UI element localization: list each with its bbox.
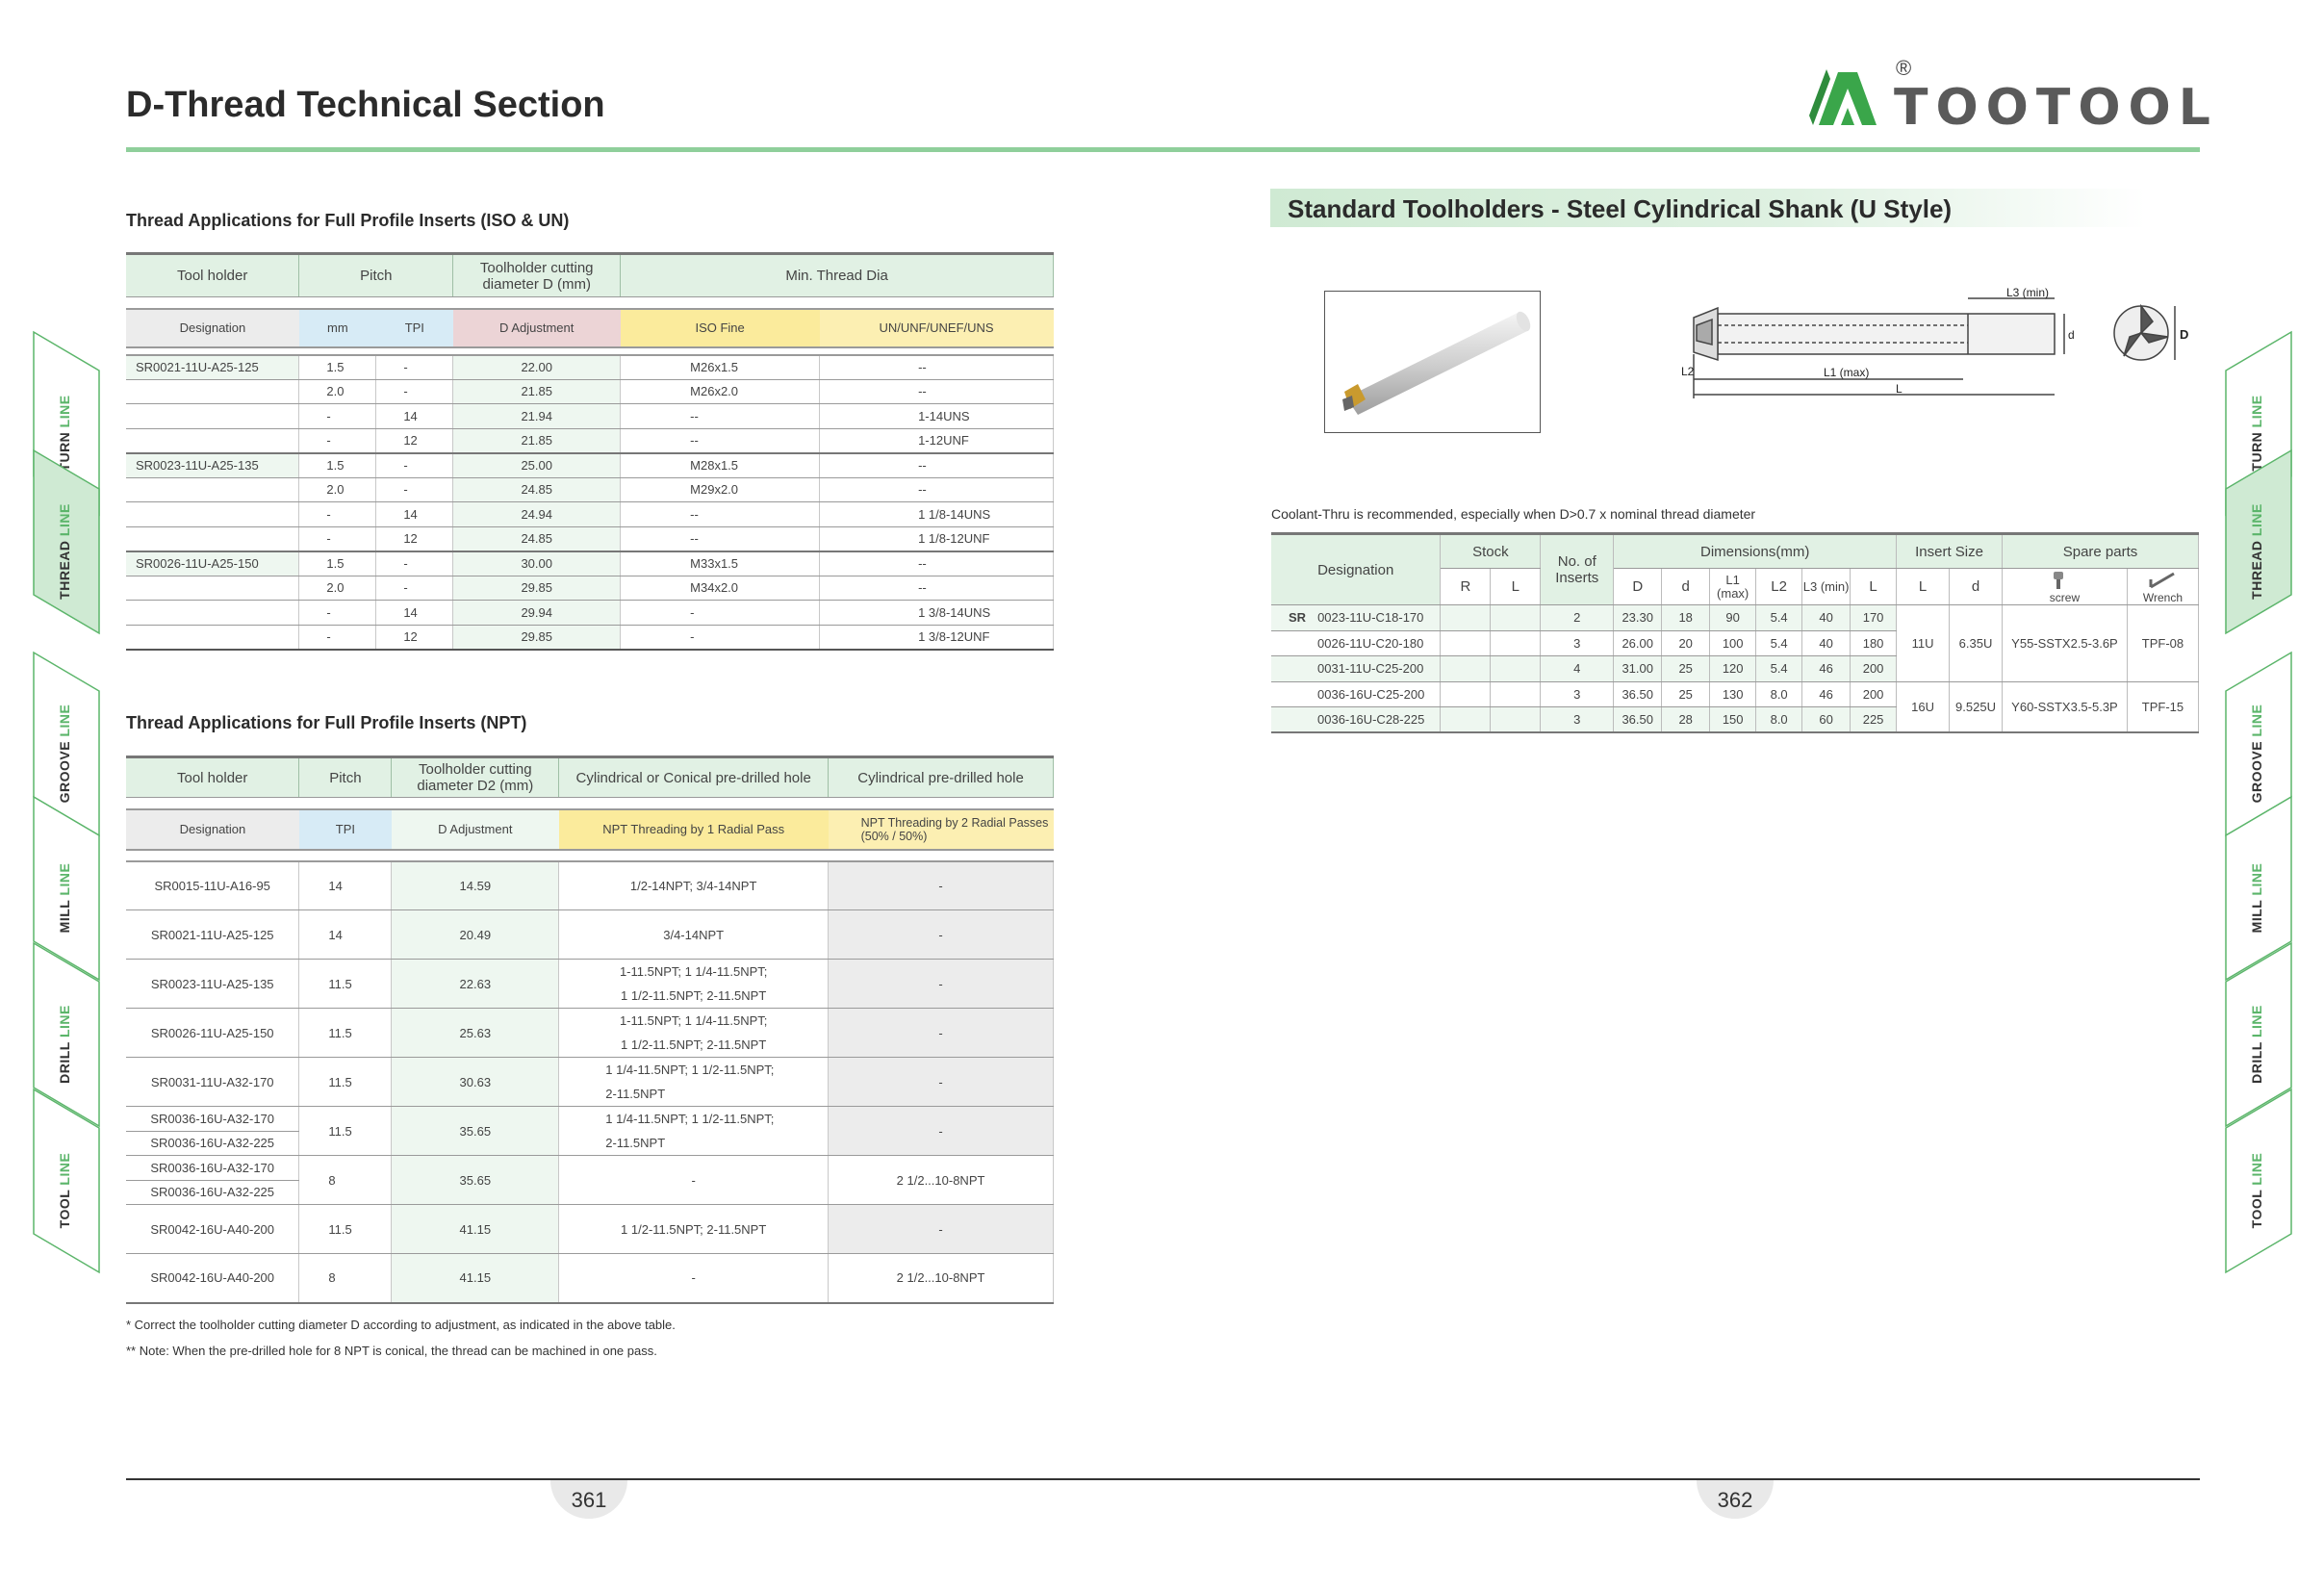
table-row: SR0023-11U-A25-135 11.5 22.63 1-11.5NPT; 1 1/4-11.5NPT; 1 1/2-11.5NPT; 2-11.5NPT - xyxy=(126,960,1054,1009)
toolholder-table: Designation Stock No. of Inserts Dimensions(mm) Insert Size Spare parts R L D d L1 (max) L2 L3 (min) L L d screw Wrench SR 0023-11U-C18-170 2 23.30 18 90 5.4 40 170 11U 6.35U Y55-SSTX2.5-3.6P TPF-08 0026-11U-C20-180 3 26.00 20 100 5.4 40 180 0031-11U-C25-200 4 31.00 25 120 5.4 46 200 0036-16U-C25-200 3 36.50 25 130 8.0 46 200 16U 9.525U Y60-SSTX3.5-5.3P TPF-15 0036-16U-C28-225 3 36.50 28 150 8.0 60 225 xyxy=(1271,532,2199,733)
col-cutting-diameter: Toolholder cutting diameter D (mm) xyxy=(453,254,621,297)
col-tpi: TPI xyxy=(299,809,392,850)
side-tab-drill[interactable]: DRILL LINE xyxy=(34,943,99,1088)
table-row: - 14 29.94 - 1 3/8-14UNS xyxy=(126,601,1054,626)
label-l3: L3 (min) xyxy=(2006,286,2050,299)
table-row: - 12 29.85 - 1 3/8-12UNF xyxy=(126,625,1054,650)
table-row: - 14 24.94 -- 1 1/8-14UNS xyxy=(126,502,1054,527)
coolant-note: Coolant-Thru is recommended, especially when D>0.7 x nominal thread diameter xyxy=(1271,506,1756,522)
footnote-1: * Correct the toolholder cutting diameter D according to adjustment, as indicated in the above table. xyxy=(126,1318,676,1332)
col-tool-holder: Tool holder xyxy=(126,254,299,297)
col-1-radial-pass: NPT Threading by 1 Radial Pass xyxy=(559,809,829,850)
label-l: L xyxy=(1896,382,1903,396)
col-cyl-conical: Cylindrical or Conical pre-drilled hole xyxy=(559,757,829,798)
col-designation: Designation xyxy=(126,809,299,850)
tootool-logo xyxy=(1809,56,2218,137)
col-cylindrical: Cylindrical pre-drilled hole xyxy=(829,757,1054,798)
col-d-adjustment: D Adjustment xyxy=(392,809,559,850)
table-row: SR0042-16U-A40-200 8 41.15 - 2 1/2...10-8NPT xyxy=(126,1254,1054,1303)
side-tab-tool[interactable]: TOOL LINE xyxy=(34,1089,99,1234)
label-l1: L1 (max) xyxy=(1824,366,1870,379)
screw-icon xyxy=(2050,570,2079,591)
table1-heading: Thread Applications for Full Profile Inserts (ISO & UN) xyxy=(126,211,570,230)
table-row: - 12 21.85 -- 1-12UNF xyxy=(126,428,1054,453)
side-tab-thread[interactable]: THREAD LINE xyxy=(34,450,99,595)
col-cutting-diameter-d2: Toolholder cutting diameter D2 (mm) xyxy=(392,757,559,798)
table-row: 0036-16U-C28-225 3 36.50 28 150 8.0 60 225 xyxy=(1271,707,2199,733)
side-tab-thread[interactable]: THREAD LINE xyxy=(2226,450,2291,595)
col-stock: Stock xyxy=(1441,534,1541,569)
table-row: SR0023-11U-A25-135 1.5 - 25.00 M28x1.5 -- xyxy=(126,453,1054,478)
side-tab-groove[interactable]: GROOVE LINE xyxy=(2226,653,2291,797)
page-number-left: 361 xyxy=(550,1480,627,1519)
col-dimensions: Dimensions(mm) xyxy=(1614,534,1897,569)
col-2-radial-passes: NPT Threading by 2 Radial Passes (50% / 50%) xyxy=(829,809,1054,850)
table-row: SR0026-11U-A25-150 1.5 - 30.00 M33x1.5 -- xyxy=(126,551,1054,576)
table-row: 2.0 - 29.85 M34x2.0 -- xyxy=(126,576,1054,601)
col-d-adjustment: D Adjustment xyxy=(453,309,621,347)
col-pitch: Pitch xyxy=(299,254,453,297)
table-row: SR0036-16U-A32-170 11.5 35.65 1 1/4-11.5NPT; 1 1/2-11.5NPT; 2-11.5NPT - xyxy=(126,1107,1054,1132)
col-designation: Designation xyxy=(126,309,299,347)
side-tab-drill[interactable]: DRILL LINE xyxy=(2226,943,2291,1088)
table-row: SR0036-16U-A32-170 8 35.65 - 2 1/2...10-8NPT xyxy=(126,1156,1054,1181)
col-tpi: TPI xyxy=(376,309,453,347)
side-tab-mill[interactable]: MILL LINE xyxy=(34,797,99,941)
table-row: SR0015-11U-A16-95 14 14.59 1/2-14NPT; 3/4-14NPT - xyxy=(126,861,1054,910)
toolholder-photo xyxy=(1324,291,1541,433)
table-row: SR0021-11U-A25-125 14 20.49 3/4-14NPT - xyxy=(126,910,1054,960)
footer-rule xyxy=(126,1478,2200,1480)
col-iso-fine: ISO Fine xyxy=(621,309,820,347)
col-un: UN/UNF/UNEF/UNS xyxy=(820,309,1054,347)
header-rule xyxy=(126,147,2200,152)
col-inserts: No. of Inserts xyxy=(1541,534,1614,605)
page-title: D-Thread Technical Section xyxy=(126,85,605,125)
label-l2: L2 xyxy=(1681,365,1695,378)
section-band xyxy=(1270,189,2146,227)
section-band-title: Standard Toolholders - Steel Cylindrical Shank (U Style) xyxy=(1288,194,1953,223)
table-row: SR 0023-11U-C18-170 2 23.30 18 90 5.4 40 170 11U 6.35U Y55-SSTX2.5-3.6P TPF-08 xyxy=(1271,605,2199,631)
table-row: SR0031-11U-A32-170 11.5 30.63 1 1/4-11.5NPT; 1 1/2-11.5NPT; 2-11.5NPT - xyxy=(126,1058,1054,1107)
side-tab-tool[interactable]: TOOL LINE xyxy=(2226,1089,2291,1234)
wrench-icon xyxy=(2145,570,2180,591)
side-tab-turn[interactable]: TURN LINE xyxy=(34,332,99,476)
col-tool-holder: Tool holder xyxy=(126,757,299,798)
table-row: 2.0 - 24.85 M29x2.0 -- xyxy=(126,477,1054,502)
table-row: 2.0 - 21.85 M26x2.0 -- xyxy=(126,379,1054,404)
table-row: - 12 24.85 -- 1 1/8-12UNF xyxy=(126,526,1054,551)
toolholder-drawing xyxy=(1681,286,2189,404)
side-tab-groove[interactable]: GROOVE LINE xyxy=(34,653,99,797)
toolholder-image-icon xyxy=(1325,292,1542,434)
col-insert-size: Insert Size xyxy=(1897,534,2003,569)
table-row: SR0042-16U-A40-200 11.5 41.15 1 1/2-11.5NPT; 2-11.5NPT - xyxy=(126,1205,1054,1254)
table-row: SR0026-11U-A25-150 11.5 25.63 1-11.5NPT; 1 1/4-11.5NPT; 1 1/2-11.5NPT; 2-11.5NPT - xyxy=(126,1009,1054,1058)
iso-un-table xyxy=(126,252,1054,651)
side-tab-mill[interactable]: MILL LINE xyxy=(2226,797,2291,941)
table-row: SR0021-11U-A25-125 1.5 - 22.00 M26x1.5 -- xyxy=(126,355,1054,380)
table-row: - 14 21.94 -- 1-14UNS xyxy=(126,404,1054,429)
page-number-right: 362 xyxy=(1697,1480,1774,1519)
side-tab-turn[interactable]: TURN LINE xyxy=(2226,332,2291,476)
logo-text: TOOTOOL xyxy=(1894,79,2218,137)
table-row: 0031-11U-C25-200 4 31.00 25 120 5.4 46 200 xyxy=(1271,656,2199,682)
col-designation: Designation xyxy=(1271,534,1441,605)
footnote-2: ** Note: When the pre-drilled hole for 8 NPT is conical, the thread can be machined in one pass. xyxy=(126,1344,657,1358)
col-min-thread-dia: Min. Thread Dia xyxy=(621,254,1054,297)
col-spare-parts: Spare parts xyxy=(2003,534,2199,569)
table-row: 0036-16U-C25-200 3 36.50 25 130 8.0 46 200 16U 9.525U Y60-SSTX3.5-5.3P TPF-15 xyxy=(1271,681,2199,707)
col-mm: mm xyxy=(299,309,376,347)
table2-heading: Thread Applications for Full Profile Inserts (NPT) xyxy=(126,713,527,732)
col-pitch: Pitch xyxy=(299,757,392,798)
table-row: 0026-11U-C20-180 3 26.00 20 100 5.4 40 180 xyxy=(1271,630,2199,656)
label-d-small: d xyxy=(2068,328,2075,342)
label-d-big: D xyxy=(2180,327,2189,342)
logo-mark-icon xyxy=(1809,58,1886,135)
registered-mark: ® xyxy=(1896,56,1912,80)
npt-table: Tool holder Pitch Toolholder cutting diameter D2 (mm) Cylindrical or Conical pre-drilled hole Cylindrical pre-drilled hole Designation TPI D Adjustment NPT Threading by 1 Radial Pass NPT Threading by 2 Radial Passes (50% / 50%) SR0015-11U-A16-95 14 14.59 1/2-14NPT; 3/4-14NPT - SR0021-11U-A25-125 14 20.49 3/4-14NPT - SR0023-11U-A25-135 11.5 22.63 1-11.5NPT; 1 1/4-11.5NPT; 1 1/2-11.5NPT; 2-11.5NPT - SR0026-11U-A25-150 11.5 25.63 1-11.5NPT; 1 1/4-11.5NPT; 1 1/2-11.5NPT; 2-11.5NPT - SR0031-11U-A32-170 11.5 30.63 1 1/4-11.5NPT; 1 1/2-11.5NPT; 2-11.5NPT - SR0036-16U-A32-170 11.5 35.65 1 1/4-11.5NPT; 1 1/2-11.5NPT; 2-11.5NPT - SR0036-16U-A32-225 SR0036-16U-A32-170 8 35.65 - 2 1/2...10-8NPT SR0036-16U-A32-225 SR0042-16U-A40-200 11.5 41.15 1 1/2-11.5NPT; 2-11.5NPT - SR0042-16U-A40-200 8 41.15 - 2 1/2...10-8NPT xyxy=(126,756,1054,1304)
